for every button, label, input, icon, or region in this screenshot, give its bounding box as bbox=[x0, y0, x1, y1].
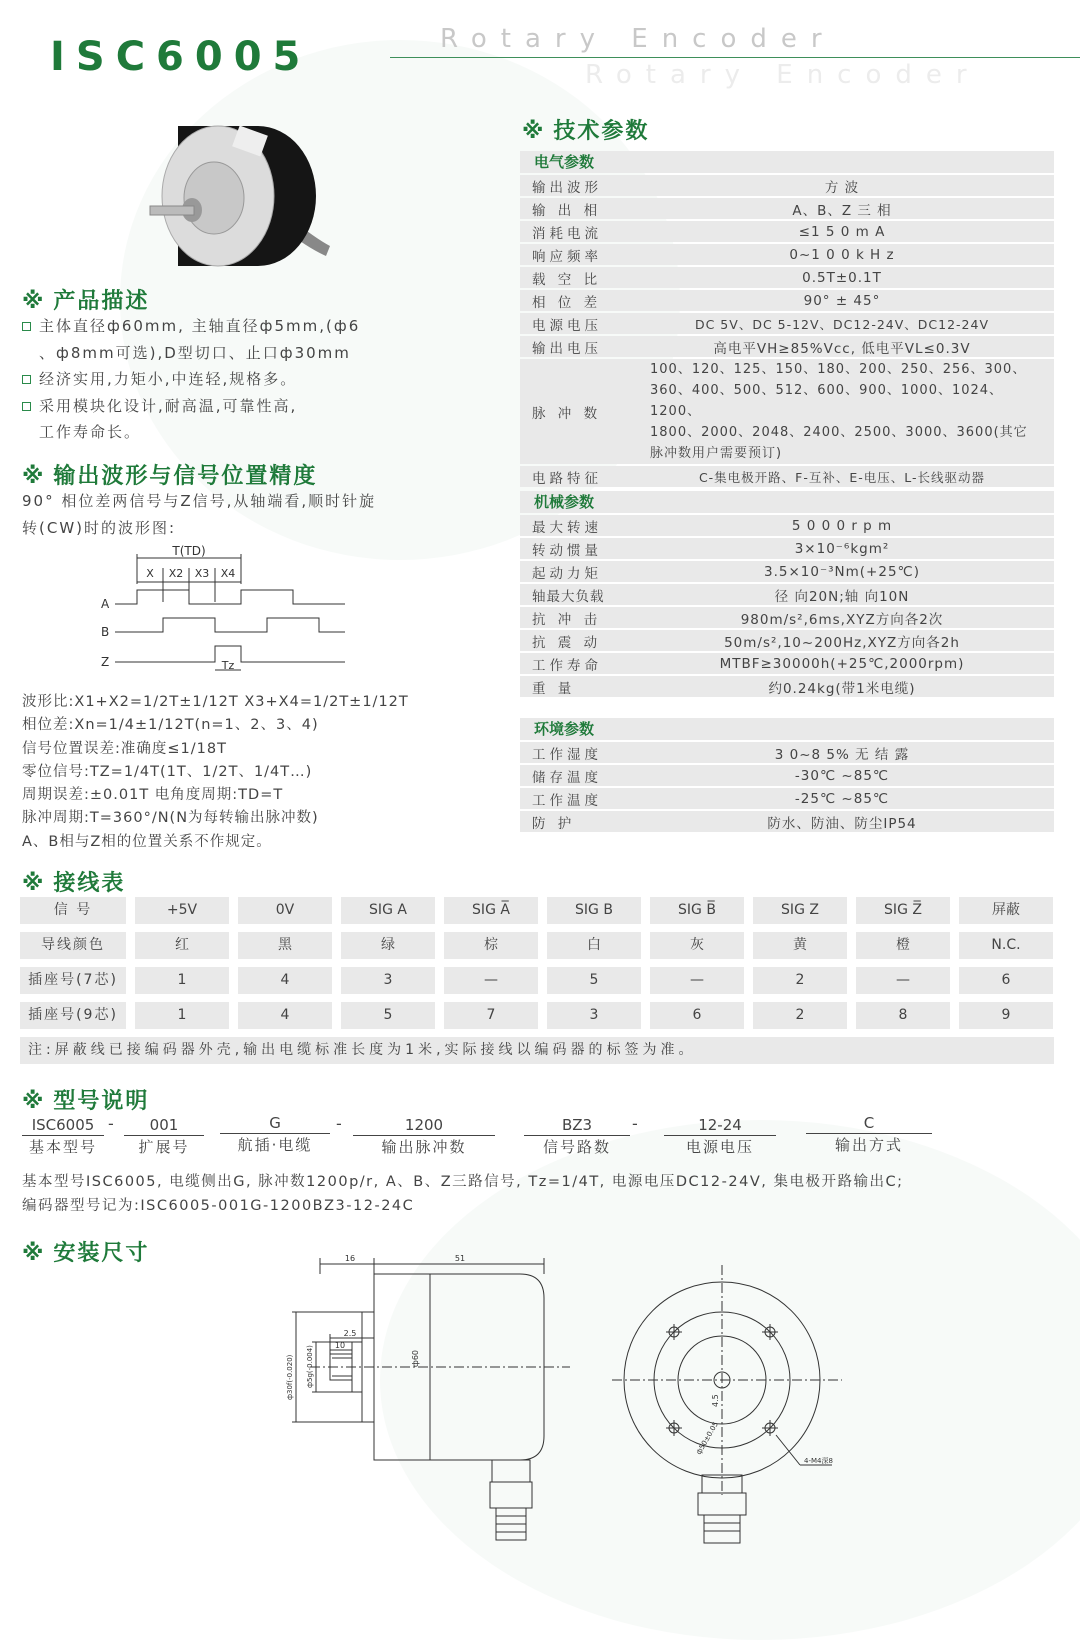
table-cell: 4 bbox=[238, 967, 332, 994]
table-cell: 0V bbox=[238, 897, 332, 924]
table-cell: SIG B̅ bbox=[650, 897, 744, 924]
param-key: 输出电压 bbox=[532, 340, 602, 357]
table-row bbox=[20, 967, 1062, 994]
table-cell: 3 bbox=[547, 1002, 641, 1029]
bullet-icon bbox=[22, 322, 31, 331]
param-key: 储存温度 bbox=[532, 769, 602, 786]
dimensions-title-text: 安装尺寸 bbox=[53, 1241, 150, 1266]
desc-line: 采用模块化设计,耐高温,可靠性高, bbox=[39, 396, 298, 415]
electrical-table bbox=[520, 151, 1054, 489]
example-line: 编码器型号记为:ISC6005-001G-1200BZ3-12-24C bbox=[22, 1198, 415, 1214]
desc-list bbox=[22, 313, 442, 446]
table-row bbox=[520, 267, 1054, 288]
table-cell: 屏蔽 bbox=[959, 897, 1053, 924]
table-cell: 1 bbox=[135, 967, 229, 994]
param-value: 980m/s²,6ms,XYZ方向各2次 bbox=[740, 611, 944, 628]
waveform-title-text: 输出波形与信号位置精度 bbox=[53, 464, 318, 489]
table-row bbox=[520, 584, 1054, 605]
product-image bbox=[140, 118, 340, 288]
dim-label: ф60 bbox=[411, 1349, 420, 1367]
dash: - bbox=[108, 1114, 114, 1133]
segment-label: 航插·电缆 bbox=[237, 1136, 313, 1154]
table-cell: 9 bbox=[959, 1002, 1053, 1029]
row-header-cell: 插座号(7芯) bbox=[20, 967, 126, 994]
table-cell: 4 bbox=[238, 1002, 332, 1029]
param-key: 最大转速 bbox=[532, 519, 602, 536]
dim-label: 10 bbox=[334, 1341, 346, 1350]
param-value: A、B、Z 三 相 bbox=[792, 202, 892, 219]
row-header-cell: 导线颜色 bbox=[20, 932, 126, 959]
tech-title-text: 技术参数 bbox=[553, 119, 650, 144]
section-mark: ※ bbox=[22, 1241, 46, 1266]
desc-title-text: 产品描述 bbox=[53, 289, 150, 314]
spec-line: 信号位置误差:准确度≤1/18T bbox=[22, 740, 227, 757]
channel-label: Z bbox=[101, 655, 110, 669]
param-value: 方 波 bbox=[824, 179, 860, 196]
subtitle: Rotary Encoder bbox=[440, 24, 836, 54]
segment-label: 扩展号 bbox=[138, 1138, 190, 1156]
table-cell: 8 bbox=[856, 1002, 950, 1029]
table-cell: N.C. bbox=[959, 932, 1053, 959]
dim-label: ф5g(-0.004) bbox=[306, 1345, 314, 1388]
segment-code: ISC6005 bbox=[22, 1115, 104, 1136]
tz-label: Tz bbox=[221, 659, 235, 672]
spec-line: 周期误差:±0.01T 电角度周期:TD=T bbox=[22, 787, 284, 804]
param-value: -30℃ ~85℃ bbox=[794, 767, 890, 784]
segment-code: G bbox=[220, 1113, 330, 1134]
table-row bbox=[520, 336, 1054, 357]
environment-table bbox=[520, 718, 1054, 834]
electrical-head: 电气参数 bbox=[520, 151, 1054, 173]
side-view-drawing bbox=[270, 1250, 570, 1550]
param-value: 0~1 0 0 k H z bbox=[789, 246, 895, 263]
model-segment bbox=[124, 1115, 204, 1156]
table-cell: 橙 bbox=[856, 932, 950, 959]
param-key: 重 量 bbox=[532, 680, 576, 697]
param-key: 相 位 差 bbox=[532, 294, 602, 311]
param-key: 抗 震 动 bbox=[532, 634, 602, 651]
desc-line: 、ф8mm可选),D型切口、止口ф30mm bbox=[39, 343, 351, 362]
table-cell: 2 bbox=[753, 1002, 847, 1029]
table-cell: 3 bbox=[341, 967, 435, 994]
param-value: C-集电极开路、F-互补、E-电压、L-长线驱动器 bbox=[698, 469, 986, 485]
list-item bbox=[22, 366, 442, 393]
table-row bbox=[520, 811, 1054, 832]
dim-label: 4.5 bbox=[711, 1394, 720, 1407]
table-row bbox=[520, 198, 1054, 219]
spec-line: 相位差:Xn=1/4±1/12T(n=1、2、3、4) bbox=[22, 717, 319, 734]
desc-line: 工作寿命长。 bbox=[39, 423, 142, 441]
table-row bbox=[520, 466, 1054, 487]
intro-line: 转(CW)时的波形图: bbox=[22, 519, 177, 537]
param-key: 电路特征 bbox=[532, 470, 602, 487]
table-cell: — bbox=[856, 967, 950, 994]
dash: - bbox=[336, 1114, 342, 1133]
param-key: 起动力矩 bbox=[532, 565, 602, 582]
param-value: 3×10⁻⁶kgm² bbox=[794, 540, 890, 557]
param-key: 转动惯量 bbox=[532, 542, 602, 559]
dim-label: 4-M4深8 bbox=[804, 1457, 833, 1465]
pulse-line: 脉冲数用户需要预订) bbox=[650, 446, 783, 461]
table-row bbox=[520, 630, 1054, 651]
spec-line: 零位信号:TZ=1/4T(1T、1/2T、1/4T…) bbox=[22, 763, 313, 780]
model-desc-title bbox=[22, 1084, 149, 1115]
table-row bbox=[520, 359, 1054, 464]
table-row bbox=[520, 175, 1054, 196]
param-value: 3 0~8 5% 无 结 露 bbox=[774, 746, 910, 763]
wiring-title-text: 接线表 bbox=[53, 871, 126, 896]
t-label: T(TD) bbox=[172, 544, 206, 558]
param-key: 输出波形 bbox=[532, 179, 602, 196]
table-cell: 2 bbox=[753, 967, 847, 994]
list-item bbox=[22, 313, 442, 340]
param-value: 90° ± 45° bbox=[803, 292, 881, 309]
param-value: ≤1 5 0 m A bbox=[798, 223, 886, 240]
param-key: 工作湿度 bbox=[532, 746, 602, 763]
table-cell: 白 bbox=[547, 932, 641, 959]
table-cell: SIG A bbox=[341, 897, 435, 924]
table-cell: 灰 bbox=[650, 932, 744, 959]
param-key: 工作寿命 bbox=[532, 657, 602, 674]
param-value: 3.5×10⁻³Nm(+25℃) bbox=[764, 563, 920, 580]
table-cell: SIG Z̅ bbox=[856, 897, 950, 924]
channel-label: A bbox=[101, 597, 110, 611]
param-value bbox=[630, 359, 1054, 464]
mechanical-table bbox=[520, 491, 1054, 699]
row-header-cell: 插座号(9芯) bbox=[20, 1002, 126, 1029]
spec-line: 脉冲周期:T=360°/N(N为每转输出脉冲数) bbox=[22, 810, 319, 827]
segment-code: 1200 bbox=[353, 1115, 495, 1136]
section-mark: ※ bbox=[22, 871, 46, 896]
front-view-drawing bbox=[600, 1255, 860, 1550]
mechanical-head: 机械参数 bbox=[520, 491, 1054, 513]
intro-line: 90° 相位差两信号与Z信号,从轴端看,顺时针旋 bbox=[22, 492, 377, 510]
model-segment bbox=[524, 1115, 630, 1156]
param-key: 电源电压 bbox=[532, 317, 602, 334]
param-value: 防水、防油、防尘IP54 bbox=[767, 815, 917, 832]
dim-label: 2.5 bbox=[343, 1329, 357, 1338]
table-row bbox=[520, 788, 1054, 809]
desc-title bbox=[22, 284, 149, 315]
segment-label: 输出脉冲数 bbox=[381, 1138, 467, 1156]
table-cell: 绿 bbox=[341, 932, 435, 959]
section-mark: ※ bbox=[22, 289, 46, 314]
param-key: 轴最大负载 bbox=[532, 588, 605, 605]
segment-label: 基本型号 bbox=[28, 1138, 97, 1156]
table-cell: 6 bbox=[650, 1002, 744, 1029]
table-row bbox=[520, 742, 1054, 763]
param-value: 径 向20N;轴 向10N bbox=[774, 588, 910, 605]
environment-head: 环境参数 bbox=[520, 718, 1054, 740]
param-key: 消耗电流 bbox=[532, 225, 602, 242]
param-value: 50m/s²,10~200Hz,XYZ方向各2h bbox=[724, 634, 960, 651]
model-segment bbox=[220, 1113, 330, 1154]
table-row bbox=[520, 313, 1054, 334]
table-row bbox=[520, 653, 1054, 674]
table-cell: 5 bbox=[547, 967, 641, 994]
list-item bbox=[22, 340, 442, 367]
section-mark: ※ bbox=[22, 1089, 46, 1114]
param-value: DC 5V、DC 5-12V、DC12-24V、DC12-24V bbox=[694, 316, 990, 332]
param-value: 5 0 0 0 r p m bbox=[791, 517, 893, 534]
param-key: 载 空 比 bbox=[532, 271, 602, 288]
table-cell: SIG Z bbox=[753, 897, 847, 924]
title-rule bbox=[390, 57, 1080, 58]
segment-code: C bbox=[806, 1113, 932, 1134]
channel-label: B bbox=[101, 625, 110, 639]
waveform-diagram bbox=[95, 540, 355, 680]
waveform-intro bbox=[22, 488, 376, 542]
dash: - bbox=[632, 1114, 638, 1133]
example-line: 基本型号ISC6005, 电缆侧出G, 脉冲数1200p/r, A、B、Z三路信号, Tz=1/4T, 电源电压DC12-24V, 集电极开路输出C; bbox=[22, 1174, 904, 1190]
param-value: 高电平VH≥85%Vcc, 低电平VL≤0.3V bbox=[713, 340, 971, 357]
param-key: 抗 冲 击 bbox=[532, 611, 602, 628]
table-cell: 6 bbox=[959, 967, 1053, 994]
dimensions-title bbox=[22, 1236, 149, 1267]
table-cell: 黑 bbox=[238, 932, 332, 959]
segment-label: 电源电压 bbox=[685, 1138, 754, 1156]
wiring-note: 注:屏蔽线已接编码器外壳,输出电缆标准长度为1米,实际接线以编码器的标签为准。 bbox=[20, 1037, 1054, 1064]
desc-line: 主体直径ф60mm, 主轴直径ф5mm,(ф6 bbox=[39, 317, 361, 335]
table-cell: 5 bbox=[341, 1002, 435, 1029]
model-segment bbox=[806, 1113, 932, 1154]
tech-title bbox=[522, 114, 649, 145]
table-row bbox=[520, 221, 1054, 242]
table-cell: 红 bbox=[135, 932, 229, 959]
desc-line: 经济实用,力矩小,中连轻,规格多。 bbox=[39, 370, 298, 388]
param-key: 工作温度 bbox=[532, 792, 602, 809]
x-label: X2 bbox=[168, 567, 184, 580]
param-key: 脉 冲 数 bbox=[532, 405, 602, 422]
wiring-title bbox=[22, 866, 125, 897]
table-cell: — bbox=[444, 967, 538, 994]
row-header-cell: 信 号 bbox=[20, 897, 126, 924]
model-segment bbox=[664, 1115, 776, 1156]
param-value: 0.5T±0.1T bbox=[802, 269, 882, 286]
table-row bbox=[520, 765, 1054, 786]
subtitle-shadow: Rotary Encoder bbox=[585, 60, 981, 90]
waveform-specs bbox=[22, 691, 409, 854]
segment-label: 信号路数 bbox=[542, 1138, 611, 1156]
dim-label: 16 bbox=[344, 1254, 356, 1263]
list-item bbox=[22, 393, 442, 420]
table-cell: 棕 bbox=[444, 932, 538, 959]
table-row bbox=[520, 290, 1054, 311]
waveform-title bbox=[22, 459, 317, 490]
table-row bbox=[20, 897, 1062, 924]
bullet-icon bbox=[22, 375, 31, 384]
pulse-line: 100、120、125、150、180、200、250、256、300、 bbox=[650, 362, 1027, 377]
table-cell: SIG A̅ bbox=[444, 897, 538, 924]
table-row bbox=[520, 676, 1054, 697]
table-cell: 7 bbox=[444, 1002, 538, 1029]
model-desc-title-text: 型号说明 bbox=[53, 1089, 150, 1114]
model-example bbox=[22, 1170, 1072, 1218]
wiring-table bbox=[20, 897, 1062, 1064]
model-segment bbox=[353, 1115, 495, 1156]
table-row bbox=[520, 538, 1054, 559]
segment-code: 12-24 bbox=[664, 1115, 776, 1136]
table-row bbox=[520, 244, 1054, 265]
segment-label: 输出方式 bbox=[834, 1136, 903, 1154]
section-mark: ※ bbox=[22, 464, 46, 489]
x-label: X4 bbox=[220, 567, 236, 580]
model-segment bbox=[22, 1115, 104, 1156]
model-title: ISC6005 bbox=[50, 34, 312, 80]
table-row bbox=[20, 1002, 1062, 1029]
dim-label: ф50±0.05 bbox=[694, 1420, 720, 1456]
spec-line: A、B相与Z相的位置关系不作规定。 bbox=[22, 833, 272, 850]
table-cell: — bbox=[650, 967, 744, 994]
param-value: MTBF≥30000h(+25℃,2000rpm) bbox=[719, 655, 965, 672]
param-key: 响应频率 bbox=[532, 248, 602, 265]
segment-code: 001 bbox=[124, 1115, 204, 1136]
x-label: X bbox=[146, 567, 154, 580]
x-label: X3 bbox=[194, 567, 210, 580]
table-row bbox=[20, 932, 1062, 959]
table-cell: 1 bbox=[135, 1002, 229, 1029]
param-key: 输 出 相 bbox=[532, 202, 602, 219]
dim-label: 51 bbox=[454, 1254, 466, 1263]
table-cell: 黄 bbox=[753, 932, 847, 959]
pulse-line: 360、400、500、512、600、900、1000、1024、1200、 bbox=[650, 383, 1004, 419]
param-key: 防 护 bbox=[532, 815, 576, 832]
table-row bbox=[520, 515, 1054, 536]
segment-code: BZ3 bbox=[524, 1115, 630, 1136]
bullet-icon bbox=[22, 402, 31, 411]
section-mark: ※ bbox=[522, 119, 546, 144]
pulse-line: 1800、2000、2048、2400、2500、3000、3600(其它 bbox=[650, 425, 1028, 440]
table-cell: SIG B bbox=[547, 897, 641, 924]
spec-line: 波形比:X1+X2=1/2T±1/12T X3+X4=1/2T±1/12T bbox=[22, 694, 409, 710]
list-item bbox=[22, 419, 442, 446]
param-value: 约0.24kg(带1米电缆) bbox=[768, 680, 916, 697]
dim-label: ф30f(-0.020) bbox=[286, 1354, 294, 1400]
table-cell: +5V bbox=[135, 897, 229, 924]
param-value: -25℃ ~85℃ bbox=[794, 790, 890, 807]
table-row bbox=[520, 607, 1054, 628]
table-row bbox=[520, 561, 1054, 582]
